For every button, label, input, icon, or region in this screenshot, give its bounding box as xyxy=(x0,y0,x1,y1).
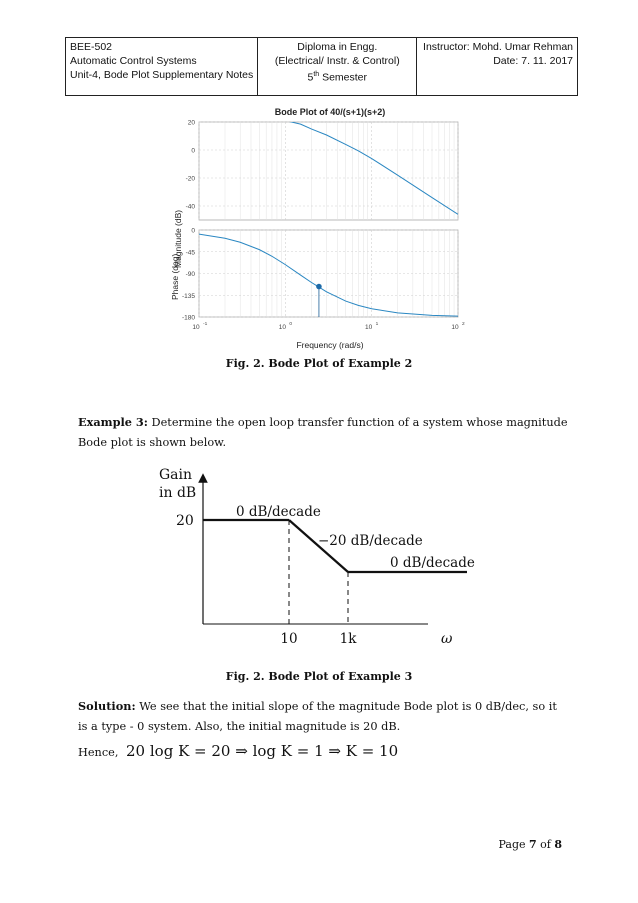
phase-tick-label: -45 xyxy=(185,249,195,257)
mag-tick-label: 0 xyxy=(191,147,195,155)
unit-title: Unit-4, Bode Plot Supplementary Notes xyxy=(70,69,254,81)
mag-frame xyxy=(199,122,458,220)
solution-paragraph xyxy=(78,696,568,737)
x-label-1k: 1k xyxy=(339,631,357,647)
bode-title: Bode Plot of 40/(s+1)(s+2) xyxy=(274,107,386,117)
x-tick-exponent: 2 xyxy=(462,322,465,327)
instructor-info xyxy=(417,38,578,96)
x-tick-label: 10 xyxy=(278,324,286,331)
example3-paragraph xyxy=(78,412,568,453)
hence-line xyxy=(78,742,398,760)
date: Date: 7. 11. 2017 xyxy=(493,55,573,67)
page-total: 8 xyxy=(554,838,562,851)
course-info xyxy=(66,38,258,96)
x-tick-label: 10 xyxy=(365,324,373,331)
instructor-name: Instructor: Mohd. Umar Rehman xyxy=(423,41,573,53)
example3-text: Determine the open loop transfer function of a system whose magnitude Bode plot is shown below. xyxy=(78,416,568,449)
x-tick-label: 10 xyxy=(451,324,459,331)
seg2-label: −20 dB/decade xyxy=(318,533,423,549)
hence-label: Hence, xyxy=(78,746,119,759)
example3-label: Example 3: xyxy=(78,415,148,429)
phase-tick-label: -90 xyxy=(185,271,195,278)
phase-tick-label: -135 xyxy=(181,292,195,300)
phase-tick-label: 0 xyxy=(191,227,195,235)
x-tick-exponent: 1 xyxy=(375,322,379,327)
figure2-caption: Fig. 2. Bode Plot of Example 3 xyxy=(225,670,413,683)
magnitude-axes xyxy=(186,114,458,220)
phase-tick-label: -180 xyxy=(181,314,195,322)
program-info xyxy=(258,38,417,96)
seg1-label: 0 dB/decade xyxy=(236,504,321,520)
program-branch: (Electrical/ Instr. & Control) xyxy=(274,55,400,67)
x-tick-exponent: -1 xyxy=(203,322,208,327)
y-value-20: 20 xyxy=(176,513,194,529)
program-name: Diploma in Engg. xyxy=(297,41,378,53)
phase-ylabel: Phase (deg) xyxy=(170,253,180,300)
marker-point xyxy=(316,284,322,290)
mag-tick-label: 20 xyxy=(187,119,195,127)
course-title: Automatic Control Systems xyxy=(70,55,197,67)
x-tick-exponent: 0 xyxy=(289,322,293,327)
page-current: 7 xyxy=(529,838,537,851)
magnitude-ylabel: Magnitude (dB) xyxy=(173,209,183,268)
x-label-10: 10 xyxy=(280,631,298,647)
seg3-label: 0 dB/decade xyxy=(390,555,475,571)
header-table xyxy=(65,37,578,96)
x-axis-omega: ω xyxy=(441,631,453,647)
semester: 5th Semester xyxy=(307,71,368,84)
course-code: BEE-502 xyxy=(70,41,113,53)
figure1-caption: Fig. 2. Bode Plot of Example 2 xyxy=(225,357,413,370)
gain-label-line1: Gain xyxy=(159,467,193,483)
phase-axes xyxy=(182,228,465,332)
mag-tick-label: -40 xyxy=(185,203,195,211)
asymptotic-bode-figure xyxy=(150,462,490,652)
x-tick-label: 10 xyxy=(192,324,200,331)
solution-text: We see that the initial slope of the magnitude Bode plot is 0 dB/dec, so it is a type - 0 system. Also, the initial magnitude is 20 dB. xyxy=(78,700,557,733)
frequency-xlabel: Frequency (rad/s) xyxy=(296,340,364,350)
mag-tick-label: -20 xyxy=(185,175,195,183)
page-number: Page 7 of 8 xyxy=(498,838,562,851)
gain-label-line2: in dB xyxy=(159,485,197,501)
solution-label: Solution: xyxy=(78,699,136,713)
bode-plot-figure xyxy=(160,100,480,350)
gain-equation: 20 log K = 20 ⇒ log K = 1 ⇒ K = 10 xyxy=(126,742,399,760)
